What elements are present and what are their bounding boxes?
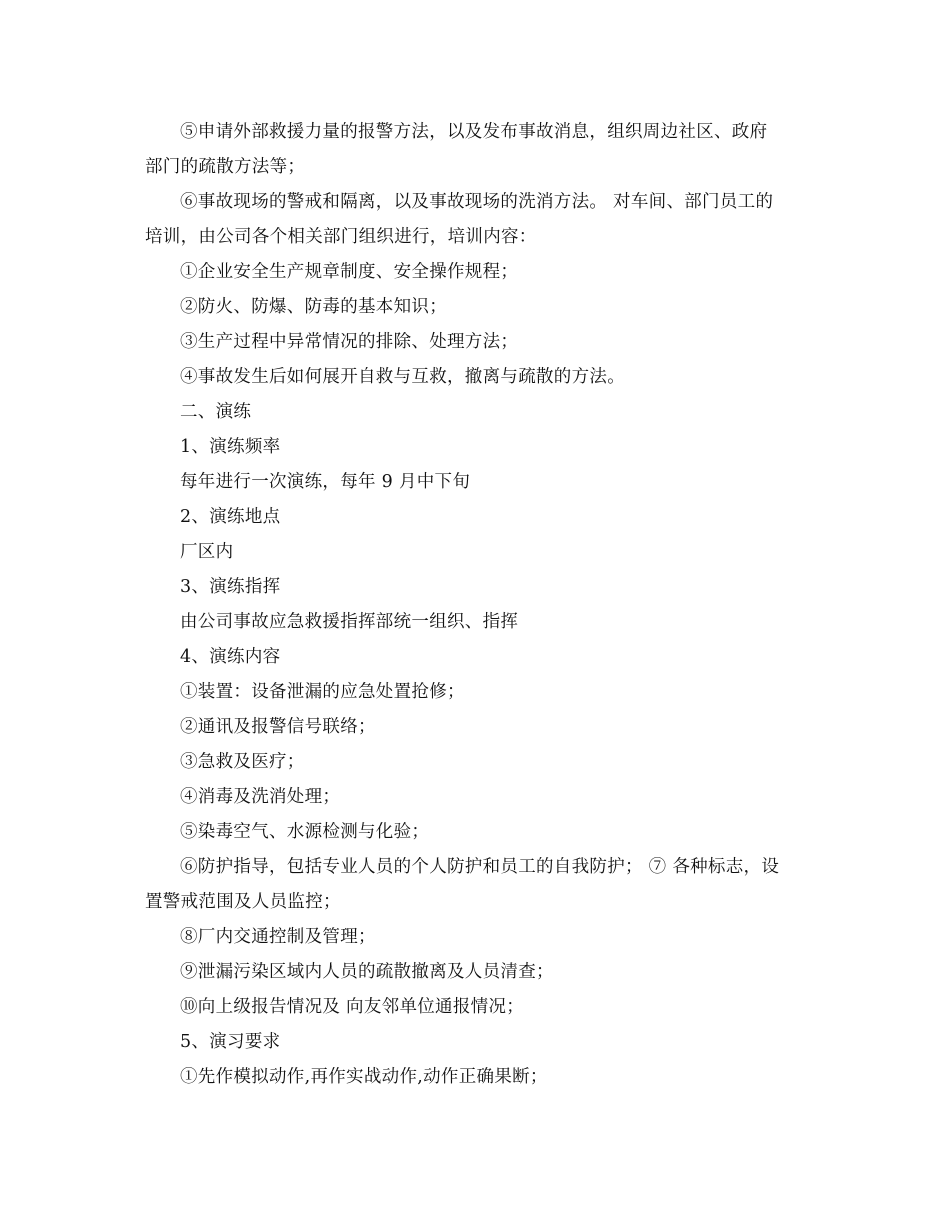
- subsection-heading: 5、演习要求: [180, 1032, 281, 1052]
- list-item: ④事故发生后如何展开自救与互救，撤离与疏散的方法。: [180, 367, 625, 387]
- list-item: ③急救及医疗；: [180, 752, 305, 772]
- list-item: ⑩向上级报告情况及 向友邻单位通报情况；: [180, 997, 525, 1017]
- paragraph-line: ⑥事故现场的警戒和隔离，以及事故现场的洗消方法。 对车间、部门员工的: [180, 192, 774, 212]
- paragraph-line: 厂区内: [180, 542, 234, 562]
- list-item: ④消毒及洗消处理；: [180, 787, 341, 807]
- subsection-heading: 4、演练内容: [180, 647, 281, 667]
- paragraph-line: 培训，由公司各个相关部门组织进行，培训内容：: [145, 227, 537, 247]
- paragraph-line: 每年进行一次演练，每年 9 月中下旬: [180, 472, 471, 492]
- list-item: ⑤染毒空气、水源检测与化验；: [180, 822, 430, 842]
- list-item: ①装置：设备泄漏的应急处置抢修；: [180, 682, 465, 702]
- list-item: ①企业安全生产规章制度、安全操作规程；: [180, 262, 519, 282]
- paragraph-line: ⑤申请外部救援力量的报警方法，以及发布事故消息，组织周边社区、政府: [180, 122, 768, 142]
- subsection-heading: 3、演练指挥: [180, 577, 281, 597]
- list-item: ②通讯及报警信号联络；: [180, 717, 376, 737]
- list-item: ⑧厂内交通控制及管理；: [180, 927, 376, 947]
- list-item: ①先作模拟动作,再作实战动作,动作正确果断；: [180, 1067, 548, 1087]
- list-item: ⑨泄漏污染区域内人员的疏散撤离及人员清查；: [180, 962, 554, 982]
- list-item: ②防火、防爆、防毒的基本知识；: [180, 297, 447, 317]
- document-body: [145, 115, 810, 1095]
- list-item-continuation: 置警戒范围及人员监控；: [145, 892, 341, 912]
- subsection-heading: 2、演练地点: [180, 507, 281, 527]
- section-heading: 二、演练: [180, 402, 252, 422]
- paragraph-line: 由公司事故应急救援指挥部统一组织、指挥: [180, 612, 519, 632]
- list-item: ⑥防护指导，包括专业人员的个人防护和员工的自我防护； ⑦ 各种标志，设: [180, 857, 780, 877]
- subsection-heading: 1、演练频率: [180, 437, 281, 457]
- paragraph-line: 部门的疏散方法等；: [145, 157, 306, 177]
- list-item: ③生产过程中异常情况的排除、处理方法；: [180, 332, 519, 352]
